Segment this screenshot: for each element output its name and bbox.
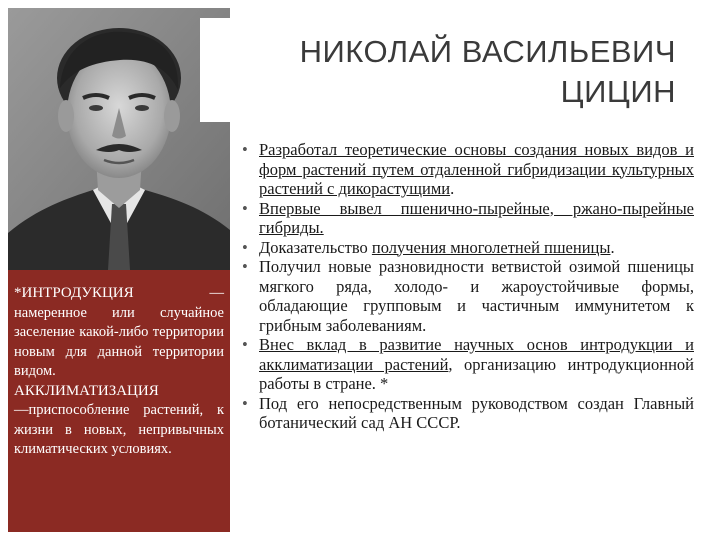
- page-title: [300, 32, 676, 112]
- list-item-text: Под его непосредственным руководством создан Главный ботанический сад АН СССР.: [259, 393, 694, 432]
- definitions-panel: [8, 270, 230, 532]
- list-item-text: Впервые вывел пшенично-пырейные, ржано-пырейные гибриды.: [259, 198, 694, 237]
- bullet-icon: •: [242, 237, 248, 257]
- list-item-text: Внес вклад в развитие научных основ интродукции и акклиматизации растений: [259, 335, 694, 374]
- list-item-text: Разработал теоретические основы создания новых видов и форм растений путем отдаленной гибридизации культурных растений с дикорастущими: [259, 140, 694, 198]
- list-item: [236, 257, 694, 335]
- title-line-2: ЦИЦИН: [560, 74, 676, 109]
- list-item: [236, 394, 694, 433]
- list-item-text: получения многолетней пшеницы: [371, 237, 611, 257]
- achievements-list: [236, 140, 694, 433]
- title-line-1: НИКОЛАЙ ВАСИЛЬЕВИЧ: [299, 34, 676, 69]
- title-bar: [200, 18, 700, 122]
- bullet-icon: •: [242, 198, 248, 218]
- list-item: [236, 238, 694, 258]
- list-item-text: .: [450, 179, 455, 198]
- bullet-icon: •: [242, 335, 248, 354]
- list-item-text: Получил новые разновидности ветвистой озимой пшеницы мягкого ряда, холодо- и жароустойчивые формы, обладающие групповым и частичным иммунитетом к грибным заболеваниям.: [259, 257, 694, 335]
- bullet-icon: •: [242, 257, 248, 276]
- term-acclimatization: АККЛИМАТИЗАЦИЯ: [14, 382, 159, 399]
- definition-introduction: — намеренное или случайное заселение какой-либо территории новым для данной территории видом.: [14, 285, 224, 379]
- list-item-text: , организацию интродукционной работы в стране. *: [259, 354, 694, 393]
- list-item: [236, 199, 694, 238]
- portrait-image: [8, 8, 230, 270]
- list-item: [236, 335, 694, 394]
- term-introduction: *ИНТРОДУКЦИЯ: [14, 285, 134, 301]
- list-item: [236, 140, 694, 199]
- bullet-icon: •: [242, 393, 248, 413]
- bullet-icon: •: [242, 140, 248, 159]
- definition-acclimatization: —приспособление растений, к жизни в новых, непривычных климатических условиях.: [14, 402, 224, 457]
- definitions-text: [14, 284, 224, 460]
- list-item-text: Доказательство: [259, 237, 372, 257]
- list-item-text: .: [610, 237, 615, 257]
- portrait-photo: [8, 8, 230, 270]
